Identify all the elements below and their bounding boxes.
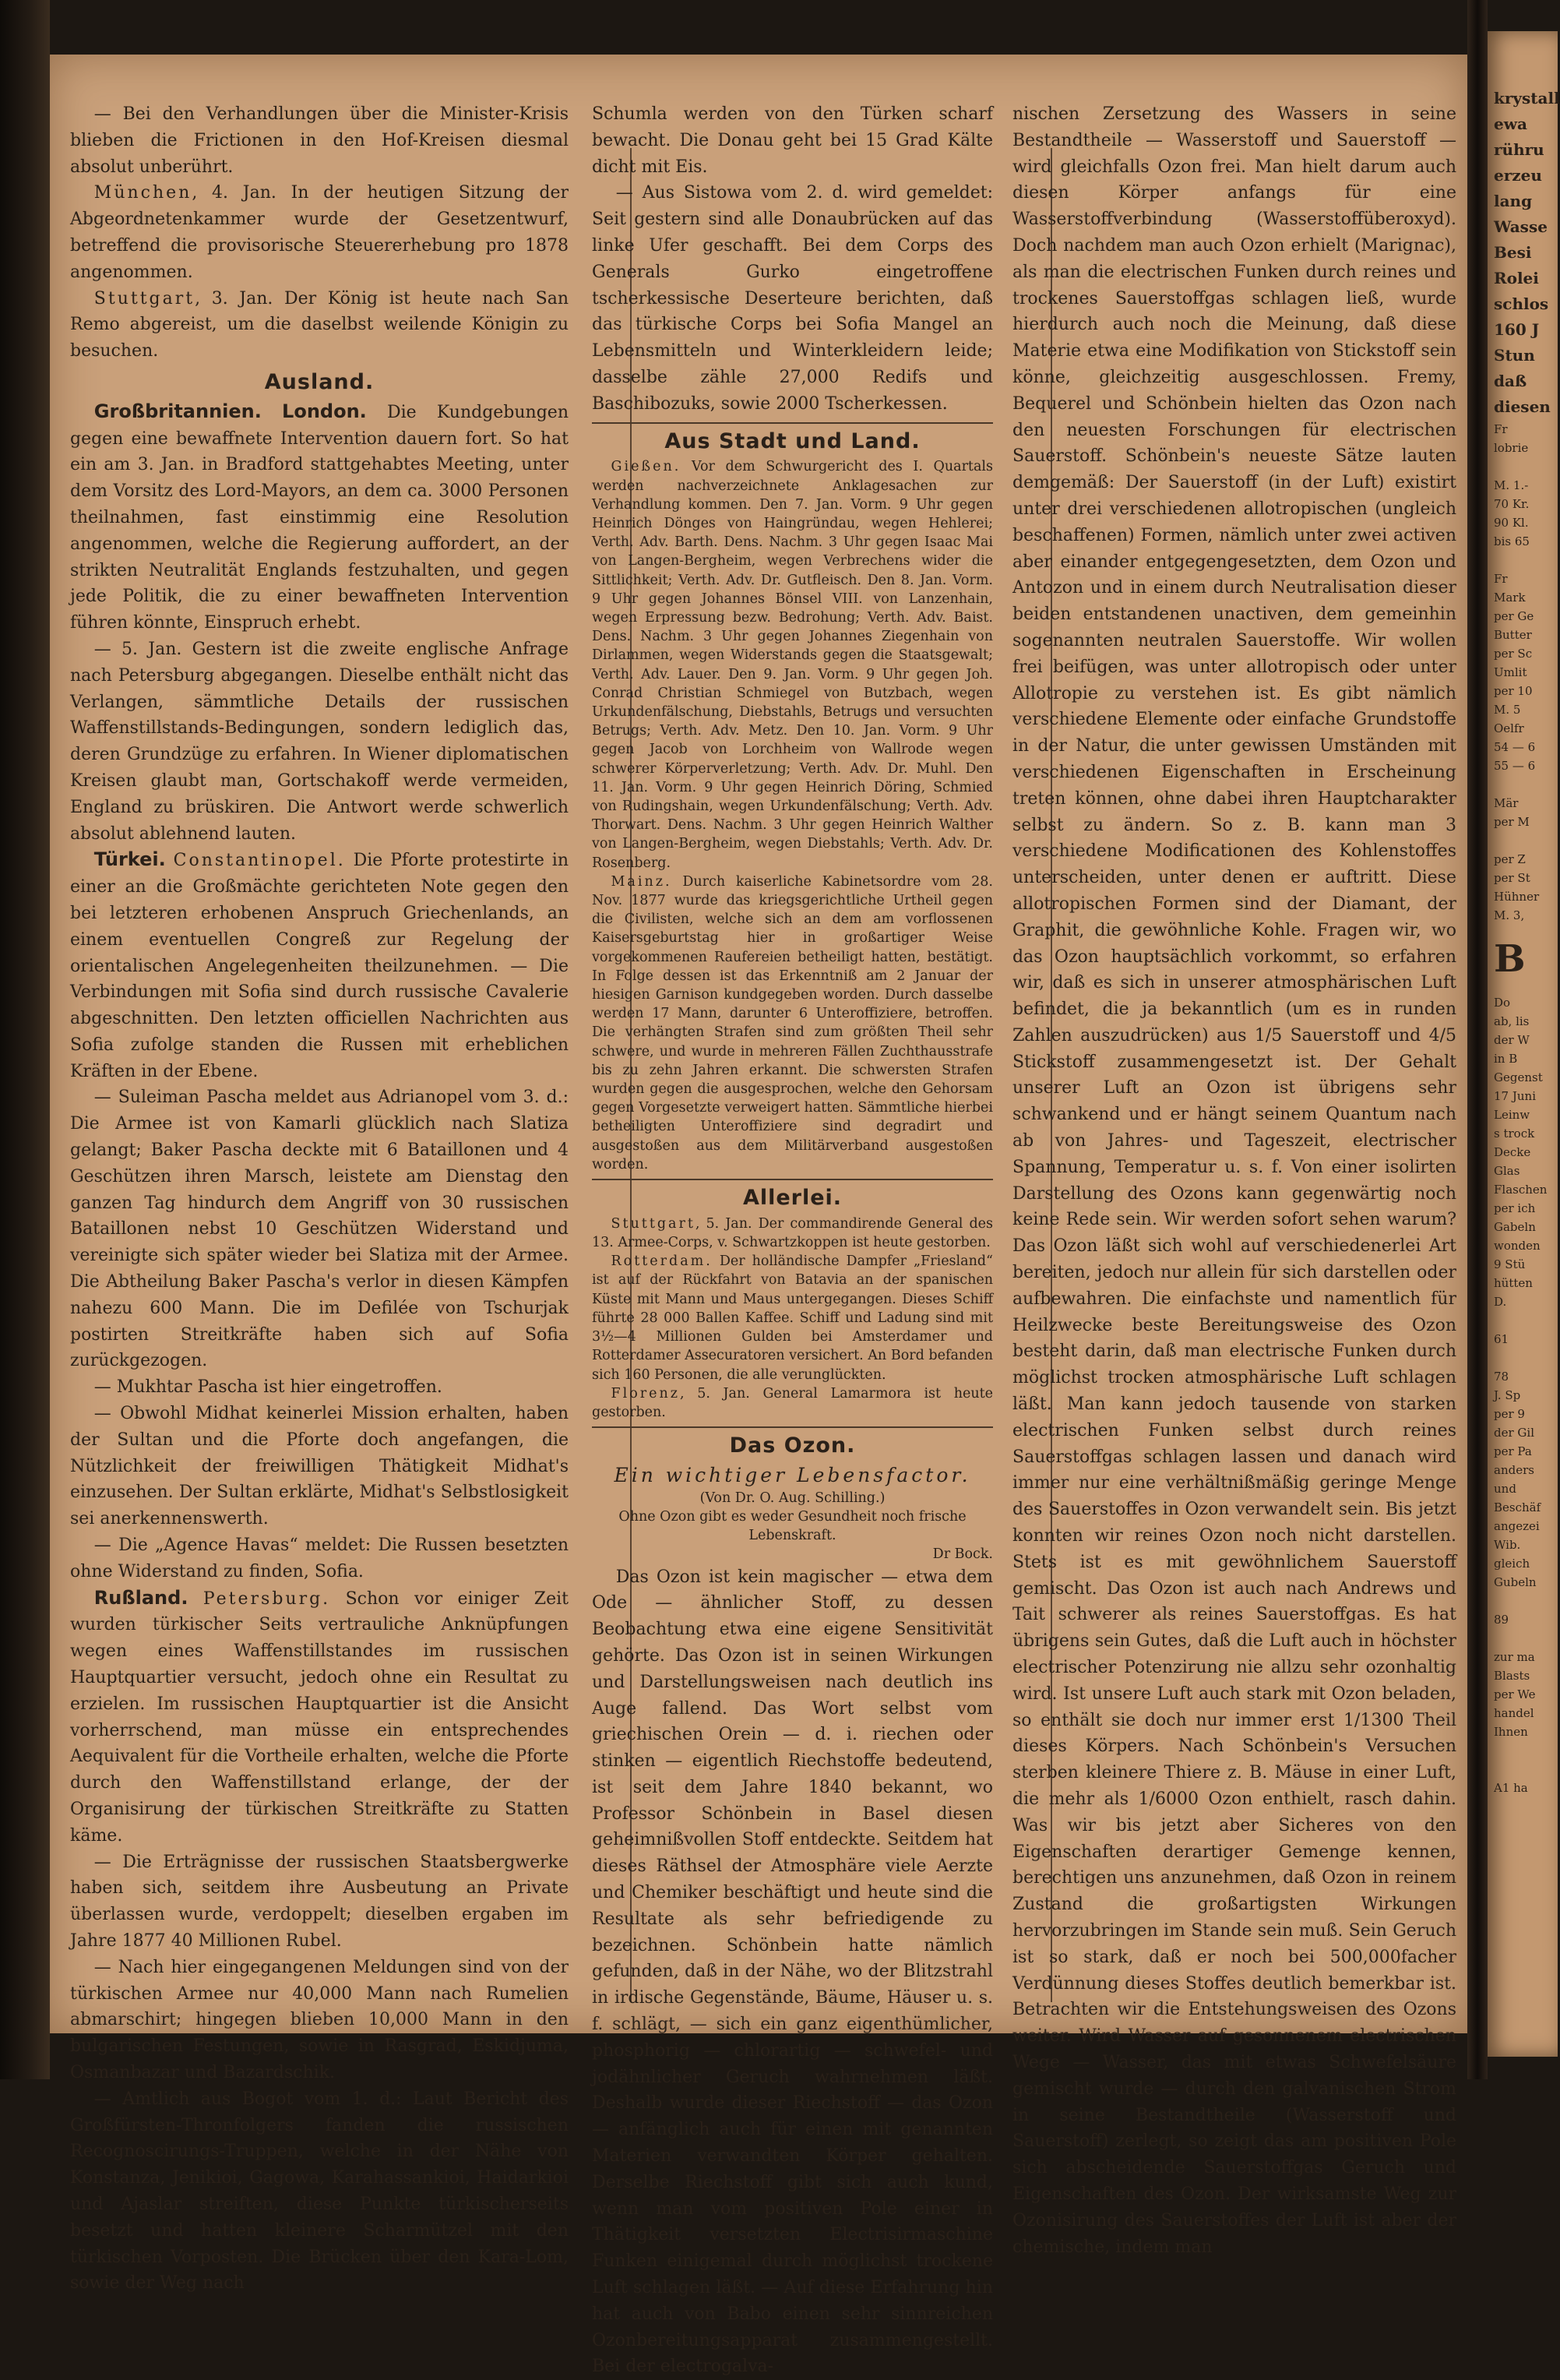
adjacent-page-fragment: ewa	[1494, 115, 1527, 133]
adjacent-page-fragment: per Ge	[1494, 609, 1534, 623]
adjacent-page-fragment: Hühner	[1494, 890, 1540, 904]
adjacent-page-fragment: Butter	[1494, 628, 1532, 642]
adjacent-page-fragment: hütten	[1494, 1276, 1533, 1290]
section-heading-ausland: Ausland.	[264, 369, 375, 394]
paragraph: — Amtlich aus Bogot vom 1. d.: Laut Bericht des Großfürsten-Thronfolgers fanden die russischen Recognoscirungs-Truppen, welche in der Nähe von Konstanza, Jenikioi, Gagowa, Karahassankioi, Haidarkioi und Ajaslar streiften, diese Punkte türkischerseits besetzt und hatten kleinere Scharmützel mit den türkischen Vorposten. Die Brücken über den Kara-Lom, sowie der Weg nach	[70, 2089, 569, 2294]
adjacent-page-fragment: 90 Kl.	[1494, 516, 1529, 530]
adjacent-page-fragment: handel	[1494, 1706, 1534, 1720]
adjacent-page-fragment	[1494, 1592, 1558, 1610]
adjacent-page-fragment: 17 Juni	[1494, 1089, 1536, 1103]
adjacent-page-fragment: Gubeln	[1494, 1575, 1537, 1589]
column-3	[1012, 101, 1456, 2257]
motto-author: Dr Bock.	[932, 1546, 993, 1563]
paragraph: Stuttgart, 3. Jan. Der König ist heute nach San Remo abgereist, um die daselbst weilende Königin zu besuchen.	[70, 288, 569, 361]
adjacent-page-fragment: Gabeln	[1494, 1220, 1536, 1234]
divider	[592, 422, 993, 424]
section-heading-allerlei: Allerlei.	[742, 1186, 843, 1211]
adjacent-page-fragment: M. 5	[1494, 703, 1521, 717]
adjacent-page-fragment: 160 J	[1494, 320, 1540, 339]
adjacent-page-fragment: per Sc	[1494, 647, 1533, 661]
adjacent-page-fragment: krystall	[1494, 89, 1560, 108]
adjacent-page-fragment: Wasse	[1494, 217, 1548, 236]
paragraph: Das Ozon ist kein magischer — etwa dem Ode — ähnlicher Stoff, zu dessen Beobachtung etwa eine eigene Sensitivität gehörte. Das Ozon ist in seinen Wirkungen und Darstellungsweisen nach deutlich ins Auge fallend. Das Wort selbst vom griechischen Orein — d. i. riechen oder stinken — eigentlich Riechstoffe bedeutend, ist seit dem Jahre 1840 bekannt, wo Professor Schönbein in Basel diesen geheimnißvollen Stoff entdeckte. Seitdem hat dieses Räthsel der Atmosphäre viele Aerzte und Chemiker beschäftigt und heute sind die Resultate als sehr befriedigende zu bezeichnen. Schönbein hatte nämlich gefunden, daß in der Nähe, wo der Blitzstrahl in irdische Gegenstände, Bäume, Häuser u. s. f. schlägt, — sich ein ganz eigenthümlicher, phosphorig — chlorartig — schwefel- und jodähnlicher Geruch wahrnehmen läßt. Deshalb wurde dieser Riechstoff — das Ozon — anfänglich auch für einen mit genannten Materien verwandten Körper gehalten. Derselbe Riechstoff gibt sich auch kund, wenn man vom positiven Pole einer in Thätigkeit versetzten Electrisirmaschine Funken einigemal durch möglichst trockene Luft schlagen läßt. — Auf diese Erfahrung hin hat auch von Babo einen sehr sinnreichen Ozonbereitungsapparat zusammengestellt. Bei der electrogalva-	[592, 1567, 993, 2377]
adjacent-page-fragment: Besi	[1494, 243, 1532, 262]
adjacent-page-fragment: 54 — 6	[1494, 740, 1536, 754]
adjacent-page-fragment: Fr	[1494, 572, 1508, 586]
article-subtitle: Ein wichtiger Lebensfactor.	[614, 1463, 971, 1486]
adjacent-page-fragment: 78	[1494, 1370, 1509, 1384]
paragraph: — 5. Jan. Gestern ist die zweite englische Anfrage nach Petersburg abgegangen. Dieselbe enthält nicht das Verlangen, sämmtliche Details der russischen Waffenstillstands-Bedingungen, sondern lediglich das, deren Grundzüge zu erfahren. In Wiener diplomatischen Kreisen glaubt man, Gortschakoff werde vermeiden, England zu brüskiren. Die Antwort werde schwerlich absolut ablehnend lauten.	[70, 639, 569, 844]
adjacent-page-fragment: per 9	[1494, 1407, 1525, 1421]
adjacent-page-fragment	[1494, 1629, 1558, 1648]
adjacent-page-heading: B	[1494, 937, 1526, 981]
adjacent-page-fragment	[1494, 775, 1558, 794]
adjacent-page-fragment: in B	[1494, 1052, 1518, 1066]
adjacent-page-fragment: Stun	[1494, 346, 1535, 365]
paragraph: — Nach hier eingegangenen Meldungen sind von der türkischen Armee nur 40,000 Mann nach Rumelien abmarschirt; hingegen blieben 10,000 Mann in den bulgarischen Festungen, sowie in Rasgrad, Eskidjuma, Osmanbazar und Bazardschik.	[70, 1957, 569, 2082]
adjacent-page-fragment: zur ma	[1494, 1650, 1535, 1664]
adjacent-page-fragment: rühru	[1494, 140, 1544, 159]
adjacent-page-fragment: Umlit	[1494, 665, 1527, 679]
adjacent-page-fragment: per Pa	[1494, 1444, 1532, 1458]
adjacent-page-fragment: anders	[1494, 1463, 1534, 1477]
paragraph: Florenz, 5. Jan. General Lamarmora ist heute gestorben.	[592, 1385, 993, 1420]
paragraph: — Die Erträgnisse der russischen Staatsbergwerke haben sich, seitdem ihre Ausbeutung an Private überlassen wurde, verdoppelt; dieselben ergaben im Jahre 1877 40 Millionen Rubel.	[70, 1852, 569, 1951]
adjacent-page-fragment: Decke	[1494, 1145, 1531, 1159]
paragraph: Gießen. Vor dem Schwurgericht des I. Quartals werden nachverzeichnete Anklagesachen zur Verhandlung kommen. Den 7. Jan. Vorm. 9 Uhr gegen Heinrich Dönges von Haingründau, wegen Hehlerei; Verth. Adv. Barth. Dens. Nachm. 3 Uhr gegen Isaac Mai von Langen-Bergheim, wegen Verbrechens wider die Sittlichkeit; Verth. Adv. Dr. Gutfleisch. Den 8. Jan. Vorm. 9 Uhr gegen Johannes Bönsel VIII. von Lanzenhain, wegen Erpressung bezw. Bedrohung; Verth. Adv. Baist. Dens. Nachm. 3 Uhr gegen Johannes Ziegenhain von Dirlammen, wegen Widerstands gegen die Staatsgewalt; Verth. Adv. Lauer. Den 9. Jan. Vorm. 9 Uhr gegen Joh. Conrad Christian Schmiegel von Butzbach, wegen Urkundenfälschung, Diebstahls, Betrugs und versuchten Betrugs; Verth. Adv. Metz. Den 10. Jan. Vorm. 9 Uhr gegen Jacob von Lorchheim von Wallrode wegen schwerer Körperverletzung; Verth. Adv. Dr. Muhl. Den 11. Jan. Vorm. 9 Uhr gegen Heinrich Döring, Schmied von Rudingshain, wegen Urkundenfälschung; Verth. Adv. Thorwart. Dens. Nachm. 3 Uhr gegen Heinrich Walther von Langen-Bergheim, wegen Diebstahls; Verth. Adv. Dr. Rosenberg.	[592, 459, 993, 871]
divider	[592, 1426, 993, 1428]
adjacent-page-fragment: 9 Stü	[1494, 1257, 1526, 1271]
adjacent-page-fragment: 55 — 6	[1494, 759, 1536, 773]
adjacent-page-fragment: per 10	[1494, 684, 1533, 698]
adjacent-page-fragment: bis 65	[1494, 534, 1530, 548]
adjacent-page-fragment: Oelfr	[1494, 721, 1524, 735]
adjacent-page-fragment	[1494, 1741, 1558, 1760]
paragraph: — Obwohl Midhat keinerlei Mission erhalten, haben der Sultan und die Pforte doch angefangen, die Nützlichkeit der freiwilligen Thätigkeit Midhat's einzusehen. Der Sultan erklärte, Midhat's Selbstlosigkeit sei anerkennenswerth.	[70, 1404, 569, 1529]
adjacent-page-fragment	[1494, 551, 1558, 569]
adjacent-page-fragment	[1494, 1311, 1558, 1330]
adjacent-page-fragment: Blasts	[1494, 1669, 1530, 1683]
adjacent-page-fragment	[1494, 1349, 1558, 1367]
newspaper-page	[50, 55, 1467, 2377]
adjacent-page-fragment: Do	[1494, 996, 1511, 1010]
adjacent-page-fragment: schlos	[1494, 294, 1549, 313]
adjacent-page-fragment: lang	[1494, 192, 1533, 210]
adjacent-page-fragment: D.	[1494, 1295, 1507, 1309]
adjacent-page-fragment	[1494, 1760, 1558, 1779]
adjacent-page-text	[1488, 31, 1558, 1797]
article-byline: (Von Dr. O. Aug. Schilling.)	[699, 1490, 886, 1506]
page-gutter	[1467, 0, 1488, 2079]
adjacent-page-fragment: angezei	[1494, 1519, 1540, 1533]
paragraph: Mainz. Durch kaiserliche Kabinetsordre vom 28. Nov. 1877 wurde das kriegsgerichtliche Urtheil gegen die Civilisten, welche sich an dem am vorflossenen Kaisersgeburtstag hier in großartiger Weise vorgekommenen Raufereien betheiligt hatten, bestätigt. In Folge dessen ist das Erkenntniß am 2 Januar der hiesigen Garnison kundgegeben worden. Durch dasselbe werden 17 Mann, darunter 6 Unteroffiziere, betroffen. Die verhängten Strafen sind zum größten Theil sehr schwere, und wurde in mehreren Fällen Zuchthausstrafe bis zu zehn Jahren erkannt. Die schwersten Strafen wurden gegen die ausgesprochen, welche den Gehorsam gegen Vorgesetzte verweigert hatten. Sämmtliche hierbei betheiligten Unteroffiziere sind degradirt und ausgestoßen aus dem Militärverband ausgestoßen worden.	[592, 873, 993, 1172]
adjacent-page-fragment: Rolei	[1494, 269, 1539, 287]
adjacent-page-fragment: 61	[1494, 1332, 1509, 1346]
adjacent-page-fragment: diesen	[1494, 397, 1551, 416]
adjacent-page-fragment: per We	[1494, 1687, 1536, 1701]
adjacent-page-fragment: Ihnen	[1494, 1725, 1528, 1739]
adjacent-page-fragment: Beschäf	[1494, 1500, 1541, 1514]
adjacent-page-fragment: Mark	[1494, 591, 1526, 605]
adjacent-page-fragment: Wib.	[1494, 1538, 1521, 1552]
section-heading-stadt-und-land: Aus Stadt und Land.	[664, 428, 921, 453]
adjacent-page-fragment: Leinw	[1494, 1108, 1530, 1122]
adjacent-page-fragment: M. 3,	[1494, 908, 1525, 922]
paragraph: Großbritannien. London. Die Kundgebungen gegen eine bewaffnete Intervention dauern fort. So hat ein am 3. Jan. in Bradford stattgehabtes Meeting, unter dem Vorsitz des Lord-Mayors, an dem ca. 3000 Personen theilnahmen, fast einstimmig eine Resolution angenommen, welche die Regierung auffordert, an der strikten Neutralität Englands festzuhalten, und gegen jede Politik, die zu einer bewaffneten Intervention führen könnte, Einspruch erhebt.	[70, 400, 569, 633]
paragraph: — Mukhtar Pascha ist hier eingetroffen.	[93, 1377, 442, 1398]
column-2	[592, 101, 993, 2377]
paragraph: — Die „Agence Havas“ meldet: Die Russen besetzten ohne Widerstand zu finden, Sofia.	[70, 1536, 569, 1581]
paragraph: München, 4. Jan. In der heutigen Sitzung der Abgeordnetenkammer wurde der Gesetzentwurf, betreffend die provisorische Steuererhebung pro 1878 angenommen.	[70, 183, 569, 282]
adjacent-page-fragment: A1 ha	[1494, 1781, 1528, 1795]
paragraph: — Bei den Verhandlungen über die Minister-Krisis blieben die Frictionen in den Hof-Kreisen diesmal absolut unberührt.	[70, 104, 569, 177]
divider	[592, 1179, 993, 1180]
adjacent-page-fragment: Gegenst	[1494, 1070, 1543, 1084]
adjacent-page-fragment: der W	[1494, 1033, 1530, 1047]
paragraph: — Suleiman Pascha meldet aus Adrianopel vom 3. d.: Die Armee ist von Kamarli glücklich nach Slatiza gelangt; Baker Pascha deckte mit 6 Bataillonen und 4 Geschützen ihren Marsch, leistete am Dienstag den ganzen Tag hindurch dem Angriff von 30 russischen Bataillonen nebst 10 Geschützen Widerstand und vereinigte sich später wieder bei Slatiza mit der Armee. Die Abtheilung Baker Pascha's verlor in diesen Kämpfen nahezu 600 Mann. Die im Defilée von Tschurjak postirten Streitkräfte haben sich auf Sofia zurückgezogen.	[70, 1088, 569, 1371]
adjacent-page-fragment: Mär	[1494, 796, 1519, 810]
adjacent-page-fragment: s trock	[1494, 1127, 1535, 1141]
article-title-ozon: Das Ozon.	[729, 1433, 856, 1458]
adjacent-page-fragment: 70 Kr.	[1494, 497, 1530, 511]
adjacent-page-fragment: per St	[1494, 871, 1530, 885]
adjacent-page-fragment: ab, lis	[1494, 1014, 1530, 1028]
adjacent-page-fragment: per M	[1494, 815, 1530, 829]
adjacent-page-edge	[1488, 31, 1558, 2057]
paragraph: Rotterdam. Der holländische Dampfer „Friesland“ ist auf der Rückfahrt von Batavia an der spanischen Küste mit Mann und Maus untergegangen. Dieses Schiff führte 28 000 Ballen Kaffee. Schiff und Ladung sind mit 3½—4 Millionen Gulden bei Amsterdamer und Rotterdamer Assecuratoren versichert. An Bord befanden sich 160 Personen, die alle verunglückten.	[592, 1253, 993, 1383]
adjacent-page-fragment: 89	[1494, 1613, 1509, 1627]
adjacent-page-fragment	[1494, 457, 1558, 476]
adjacent-page-fragment: gleich	[1494, 1557, 1530, 1571]
paragraph: Türkei. Constantinopel. Die Pforte protestirte in einer an die Großmächte gerichteten Note gegen den bei letzteren erhobenen Anspruch Griechenlands, an einem eventuellen Congreß zur Regelung der orientalischen Angelegenheiten theilzunehmen. — Die Verbindungen mit Sofia sind durch russische Cavalerie abgeschnitten. Den letzten officiellen Nachrichten aus Sofia zufolge standen die Russen mit erheblichen Kräften in der Ebene.	[70, 848, 569, 1081]
adjacent-page-fragment: Glas	[1494, 1164, 1520, 1178]
adjacent-page-fragment: erzeu	[1494, 166, 1542, 185]
adjacent-page-fragment: lobrie	[1494, 441, 1529, 455]
paragraph: Schumla werden von den Türken scharf bewacht. Die Donau geht bei 15 Grad Kälte dicht mit Eis.	[592, 104, 993, 177]
book-binding	[0, 0, 50, 2079]
paragraph: Stuttgart, 5. Jan. Der commandirende General des 13. Armee-Corps, v. Schwartzkoppen ist heute gestorben.	[592, 1215, 993, 1251]
adjacent-page-fragment: Flaschen	[1494, 1183, 1548, 1197]
paragraph: nischen Zersetzung des Wassers in seine Bestandtheile — Wasserstoff und Sauerstoff — wird gleichfalls Ozon frei. Man hielt darum auch diesen Körper anfangs für eine Wasserstoffverbindung (Wasserstoffüberoxyd). Doch nachdem man auch Ozon erhielt (Marignac), als man die electrischen Funken durch reines und trockenes Sauerstoffgas schlagen ließ, wurde hierdurch auch noch die Meinung, daß diese Materie etwa eine Modifikation von Stickstoff sein könne, gleichzeitig ausgeschlossen. Fremy, Bequerel und Schönbein hielten das Ozon nach den neuesten Forschungen für electrischen Sauerstoff. Schönbein's neueste Sätze lauten demgemäß: Der Sauerstoff (in der Luft) existirt unter drei verschiedenen allotropischen (ungleich beschaffenen) Formen, nämlich unter zwei activen aber einander entgegengesetzten, dem Ozon und Antozon und in einem durch Neutralisation dieser beiden entstandenen unactiven, dem gemeinhin sogenannten neutralen Sauerstoffe. Wir wollen frei beifügen, was unter allotropisch oder unter Allotropie zu verstehen ist. Es gibt nämlich verschiedene Elemente oder einfache Grundstoffe in der Natur, die unter gewissen Umständen mit verschiedenen Eigenschaften in Erscheinung treten können, ohne dabei ihren Hauptcharakter selbst zu ändern. So z. B. kann man 3 verschiedene Modificationen des Kohlenstoffes unterscheiden, unter denen er auftritt. Diese allotropischen Formen sind der Diamant, der Graphit, die gewöhnliche Kohle. Fragen wir, wo das Ozon hauptsächlich vorkommt, so erfahren wir, daß es sich in unserer atmosphärischen Luft befindet, die ja bekanntlich (um es in runden Zahlen auszudrücken) aus 1/5 Sauerstoff und 4/5 Stickstoff zusammengesetzt ist. Der Gehalt unserer Luft an Ozon ist übrigens sehr schwankend und er hängt seinem Quantum nach ab von Jahres- und Tageszeit, electrischer Spannung, Temperatur u. s. f. Von einer isolirten Darstellung des Ozons kann gegenwärtig noch keine Rede sein. Wir werden sofort sehen warum? Das Ozon läßt sich wohl auf verschiedenerlei Art bereiten, jedoch nur allein für sich darstellen oder aufbewahren. Die einfachste und namentlich für Heilzwecke beste Bereitungsweise des Ozon besteht darin, daß man electrische Funken durch möglichst trocken atmosphärische Luft schlagen läßt. Man kann jedoch tausende von starken electrischen Funken selbst durch reines Sauerstoffgas schlagen lassen und danach wird immer nur eine verhältnißmäßig geringe Menge des Sauerstoffes in Ozon verwandelt sein. Bis jetzt konnten wir reines Ozon noch nicht darstellen. Stets ist es mit gewöhnlichem Sauerstoff gemischt. Das Ozon ist auch nach Andrews und Tait schwerer als reines Sauerstoffgas. Es hat übrigens sein Gutes, daß die Luft auch in höchster electrischer Potenzirung nie allzu sehr ozonhaltig wird. Ist unsere Luft auch stark mit Ozon beladen, so enthält sie doch nur immer erst 1/1300 Theil dieses Körpers. Nach Schönbein's Versuchen sterben kleinere Thiere z. B. Mäuse in einer Luft, die mehr als 1/6000 Ozon enthielt, rasch dahin. Was wir bis jetzt aber Sicheres von den Eigenschaften derartiger Gemenge kennen, berechtigen uns anzunehmen, daß Ozon in reinem Zustand die großartigsten Wirkungen hervorzubringen im Stande sein muß. Sein Geruch ist so stark, daß er noch bei 500,000facher Verdünnung dieses Stoffes deutlich bemerkbar ist. Betrachten wir die Entstehungsweisen des Ozons weiter. Wird Wasser auf gesonnenem electrischen Wege — Wasser, das mit etwas Schwefelsäure gemischt wurde — durch den galvanischen Strom in seine Bestandtheile (Wasserstoff und Sauerstoff) zerlegt, so zeigt das am positiven Pole sich abscheidende Sauerstoffgas Geruch und Eigenschaften des Ozon. Der wirksamste Weg zur Ozonisirung des Sauerstoffes der Luft ist aber der chemische, indem man	[1012, 104, 1456, 2257]
paragraph: Rußland. Petersburg. Schon vor einiger Zeit wurden türkischer Seits vertrauliche Anknüpfungen wegen eines Waffenstillstandes im russischen Hauptquartier versucht, jedoch ohne ein Resultat zu erzielen. Im russischen Hauptquartier ist die Ansicht vorherrschend, man müsse ein entsprechendes Aequivalent für die Vortheile erhalten, welche die Pforte durch den Waffenstillstand erlange, der der Organisirung der türkischen Streitkräfte zu Statten käme.	[70, 1586, 569, 1846]
adjacent-page-fragment: wonden	[1494, 1239, 1541, 1253]
adjacent-page-fragment	[1494, 831, 1558, 850]
article-motto: Ohne Ozon gibt es weder Gesundheit noch frische Lebenskraft.	[618, 1508, 967, 1544]
adjacent-page-fragment: M. 1.-	[1494, 478, 1529, 492]
column-1	[70, 101, 569, 2294]
adjacent-page-fragment: per Z	[1494, 852, 1526, 866]
adjacent-page-fragment: J. Sp	[1494, 1388, 1521, 1402]
adjacent-page-fragment: daß	[1494, 372, 1527, 390]
adjacent-page-fragment: Fr	[1494, 422, 1508, 436]
adjacent-page-fragment: per ich	[1494, 1201, 1536, 1215]
paragraph: — Aus Sistowa vom 2. d. wird gemeldet: Seit gestern sind alle Donaubrücken auf das linke Ufer geschafft. Bei dem Corps des Generals Gurko eingetroffene tscherkessische Deserteure berichten, daß das türkische Corps bei Sofia Mangel an Lebensmitteln und Winterkleidern leide; dasselbe zähle 27,000 Redifs und Baschibozuks, sowie 2000 Tscherkessen.	[592, 183, 993, 414]
adjacent-page-fragment: und	[1494, 1482, 1516, 1496]
adjacent-page-fragment: der Gil	[1494, 1426, 1534, 1440]
